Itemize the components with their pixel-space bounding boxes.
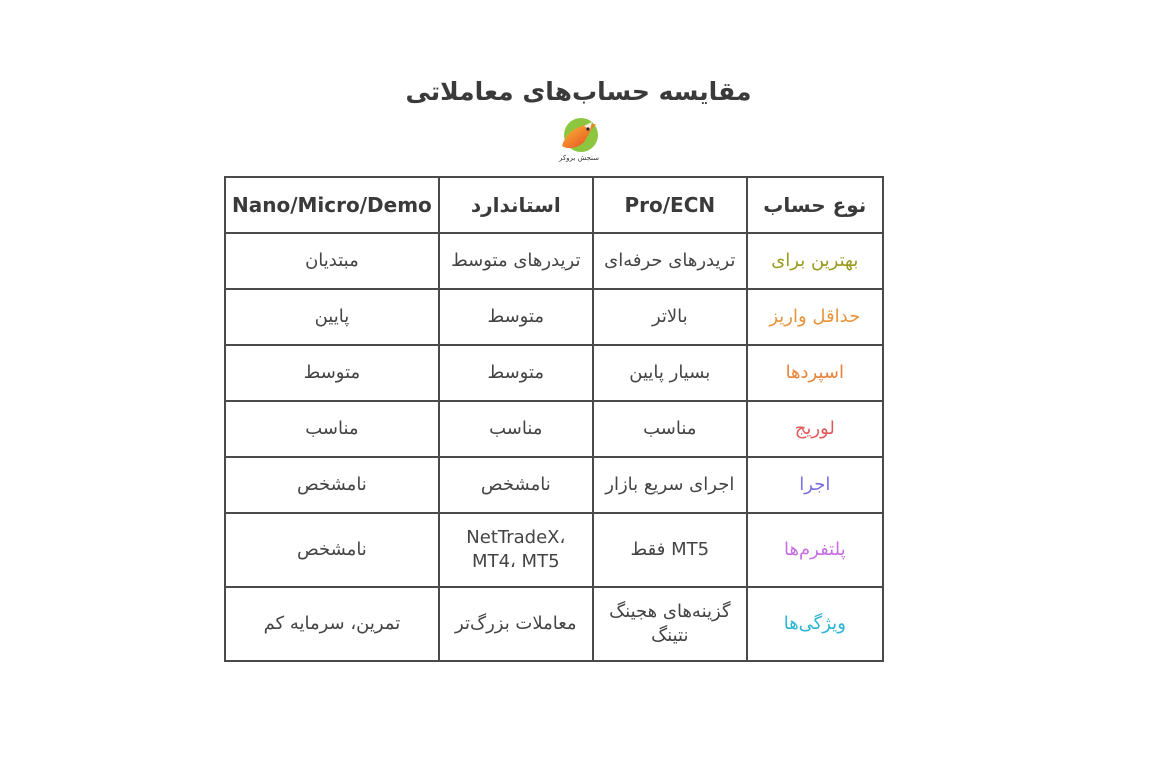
header-standard: استاندارد — [439, 177, 593, 233]
cell-standard: مناسب — [439, 401, 593, 457]
table-row — [225, 457, 883, 513]
row-label: حداقل واریز — [747, 289, 883, 345]
cell-pro: اجرای سریع بازار — [593, 457, 747, 513]
cell-nano: متوسط — [225, 345, 439, 401]
row-label: پلتفرم‌ها — [747, 513, 883, 587]
cell-pro: مناسب — [593, 401, 747, 457]
fox-logo-icon — [554, 116, 604, 156]
cell-standard: معاملات بزرگ‌تر — [439, 587, 593, 661]
header-nano: Nano/Micro/Demo — [225, 177, 439, 233]
cell-pro: گزینه‌های هجینگ نتینگ — [593, 587, 747, 661]
row-label: بهترین برای — [747, 233, 883, 289]
table-row — [225, 587, 883, 661]
row-label: ویژگی‌ها — [747, 587, 883, 661]
cell-nano: مبتدیان — [225, 233, 439, 289]
cell-standard: نامشخص — [439, 457, 593, 513]
table-row — [225, 401, 883, 457]
table-row — [225, 513, 883, 587]
broker-logo — [554, 116, 604, 168]
cell-nano: نامشخص — [225, 513, 439, 587]
cell-pro: MT5 فقط — [593, 513, 747, 587]
header-account-type: نوع حساب — [747, 177, 883, 233]
cell-standard: NetTradeX، MT4، MT5 — [439, 513, 593, 587]
cell-nano: تمرین، سرمایه کم — [225, 587, 439, 661]
row-label: اجرا — [747, 457, 883, 513]
row-label: لوریج — [747, 401, 883, 457]
cell-standard: متوسط — [439, 345, 593, 401]
table-row — [225, 233, 883, 289]
cell-standard: متوسط — [439, 289, 593, 345]
cell-pro: تریدرهای حرفه‌ای — [593, 233, 747, 289]
page-title: مقایسه حساب‌های معاملاتی — [405, 77, 752, 106]
cell-pro: بسیار پایین — [593, 345, 747, 401]
cell-nano: نامشخص — [225, 457, 439, 513]
table-header-row — [225, 177, 883, 233]
table-row — [225, 289, 883, 345]
comparison-table — [224, 176, 884, 662]
header-pro: Pro/ECN — [593, 177, 747, 233]
table-row — [225, 345, 883, 401]
cell-standard: تریدرهای متوسط — [439, 233, 593, 289]
cell-nano: پایین — [225, 289, 439, 345]
cell-nano: مناسب — [225, 401, 439, 457]
logo-text: سنجش بروکر — [558, 154, 600, 162]
cell-pro: بالاتر — [593, 289, 747, 345]
row-label: اسپردها — [747, 345, 883, 401]
